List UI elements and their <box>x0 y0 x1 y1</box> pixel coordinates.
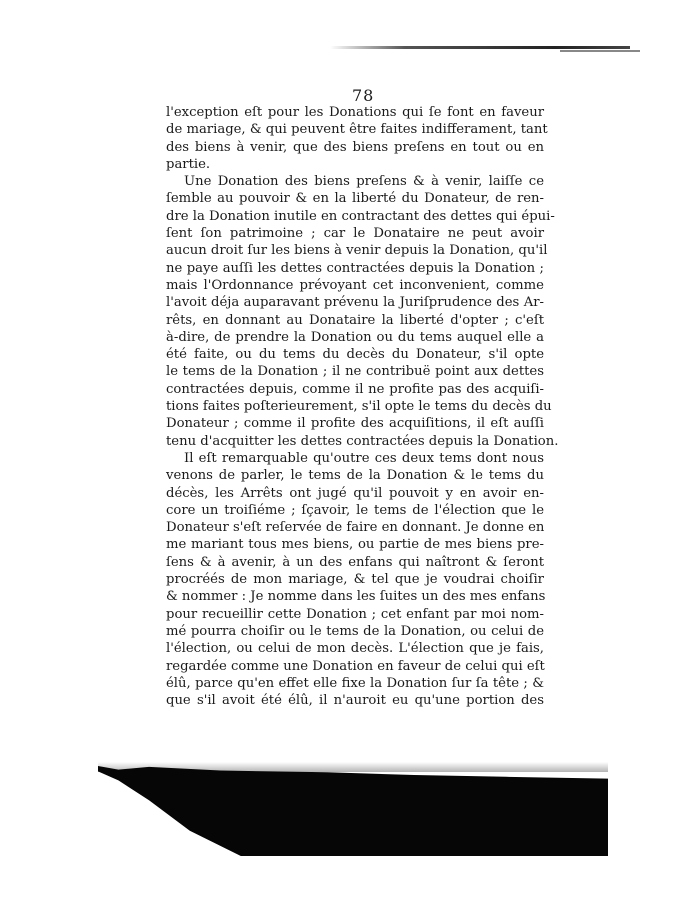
text-line: aucun droit ſur les biens à venir depuis la Donation, qu'il <box>166 243 548 259</box>
scan-dark-edge <box>98 766 608 856</box>
text-line: regardée comme une Donation en faveur de celui qui eſt <box>166 658 545 674</box>
text-line: décès, les Arrêts ont jugé qu'il pouvoit y en avoir en- <box>166 485 544 501</box>
text-line: l'exception eſt pour les Donations qui ſe font en faveur <box>166 105 544 120</box>
text-line: élû, parce qu'en effet elle fixe la Donation ſur ſa tête ; & <box>166 675 544 691</box>
text-line: ſent ſon patrimoine ; car le Donataire ne peut avoir <box>166 226 544 242</box>
text-line: core un troiſiéme ; ſçavoir, le tems de l'élection que le <box>166 502 544 518</box>
text-line: mé pourra choiſir ou le tems de la Donation, ou celui de <box>166 623 544 639</box>
text-line: ne paye auſſi les dettes contractées depuis la Donation ; <box>166 260 544 276</box>
text-line: tions faites poſterieurement, s'il opte le tems du decès du <box>166 399 552 415</box>
text-line: mais l'Ordonnance prévoyant cet inconvenient, comme <box>166 277 544 293</box>
text-line: Donateur ; comme il profite des acquiſitions, il eſt auſſi <box>166 416 544 432</box>
text-line: procréés de mon mariage, & tel que je voudrai choiſir <box>166 572 544 588</box>
text-line: venons de parler, le tems de la Donation & le tems du <box>166 468 544 484</box>
text-line: Il eſt remarquable qu'outre ces deux tems dont nous <box>184 450 544 466</box>
text-line: rêts, en donnant au Donataire la liberté d'opter ; c'eſt <box>166 312 544 328</box>
text-line: été faite, ou du tems du decès du Donateur, s'il opte <box>166 347 544 363</box>
text-line: Une Donation des biens preſens & à venir, laiſſe ce <box>184 174 544 190</box>
text-line: à-dire, de prendre la Donation ou du tems auquel elle a <box>166 329 544 345</box>
text-line: que s'il avoit été élû, il n'auroit eu qu'une portion des <box>166 693 544 709</box>
text-line: ſemble au pouvoir & en la liberté du Donateur, de ren- <box>166 191 544 207</box>
text-line: de mariage, & qui peuvent être faites indifferament, tant <box>166 122 548 138</box>
text-line: ſens & à avenir, à un des enfans qui naîtront & ſeront <box>166 554 544 570</box>
text-line: pour recueillir cette Donation ; cet enfant par moi nom- <box>166 606 544 622</box>
text-line: Donateur s'eſt reſervée de faire en donnant. Je donne en <box>166 520 545 536</box>
text-line: tenu d'acquitter les dettes contractées depuis la Donation. <box>166 433 559 449</box>
body-text <box>166 104 559 709</box>
page-top-edge-shadow <box>330 46 630 49</box>
text-line: & nommer : Je nomme dans les ſuites un des mes enfans <box>166 589 546 605</box>
page-number: 78 <box>352 86 375 105</box>
text-line: l'élection, ou celui de mon decès. L'élection que je fais, <box>166 641 544 657</box>
text-line: contractées depuis, comme il ne profite pas des acquiſi- <box>166 381 544 397</box>
text-line: partie. <box>166 156 211 172</box>
text-line: l'avoit déja auparavant prévenu la Juriſprudence des Ar- <box>166 295 544 311</box>
text-line: le tems de la Donation ; il ne contribuë point aux dettes <box>166 364 544 380</box>
text-line: des biens à venir, que des biens preſens en tout ou en <box>166 139 544 155</box>
text-line: me mariant tous mes biens, ou partie de mes biens pre- <box>166 537 544 553</box>
page-top-edge-shadow-2 <box>560 50 640 52</box>
text-line: dre la Donation inutile en contractant des dettes qui épui- <box>166 208 555 224</box>
